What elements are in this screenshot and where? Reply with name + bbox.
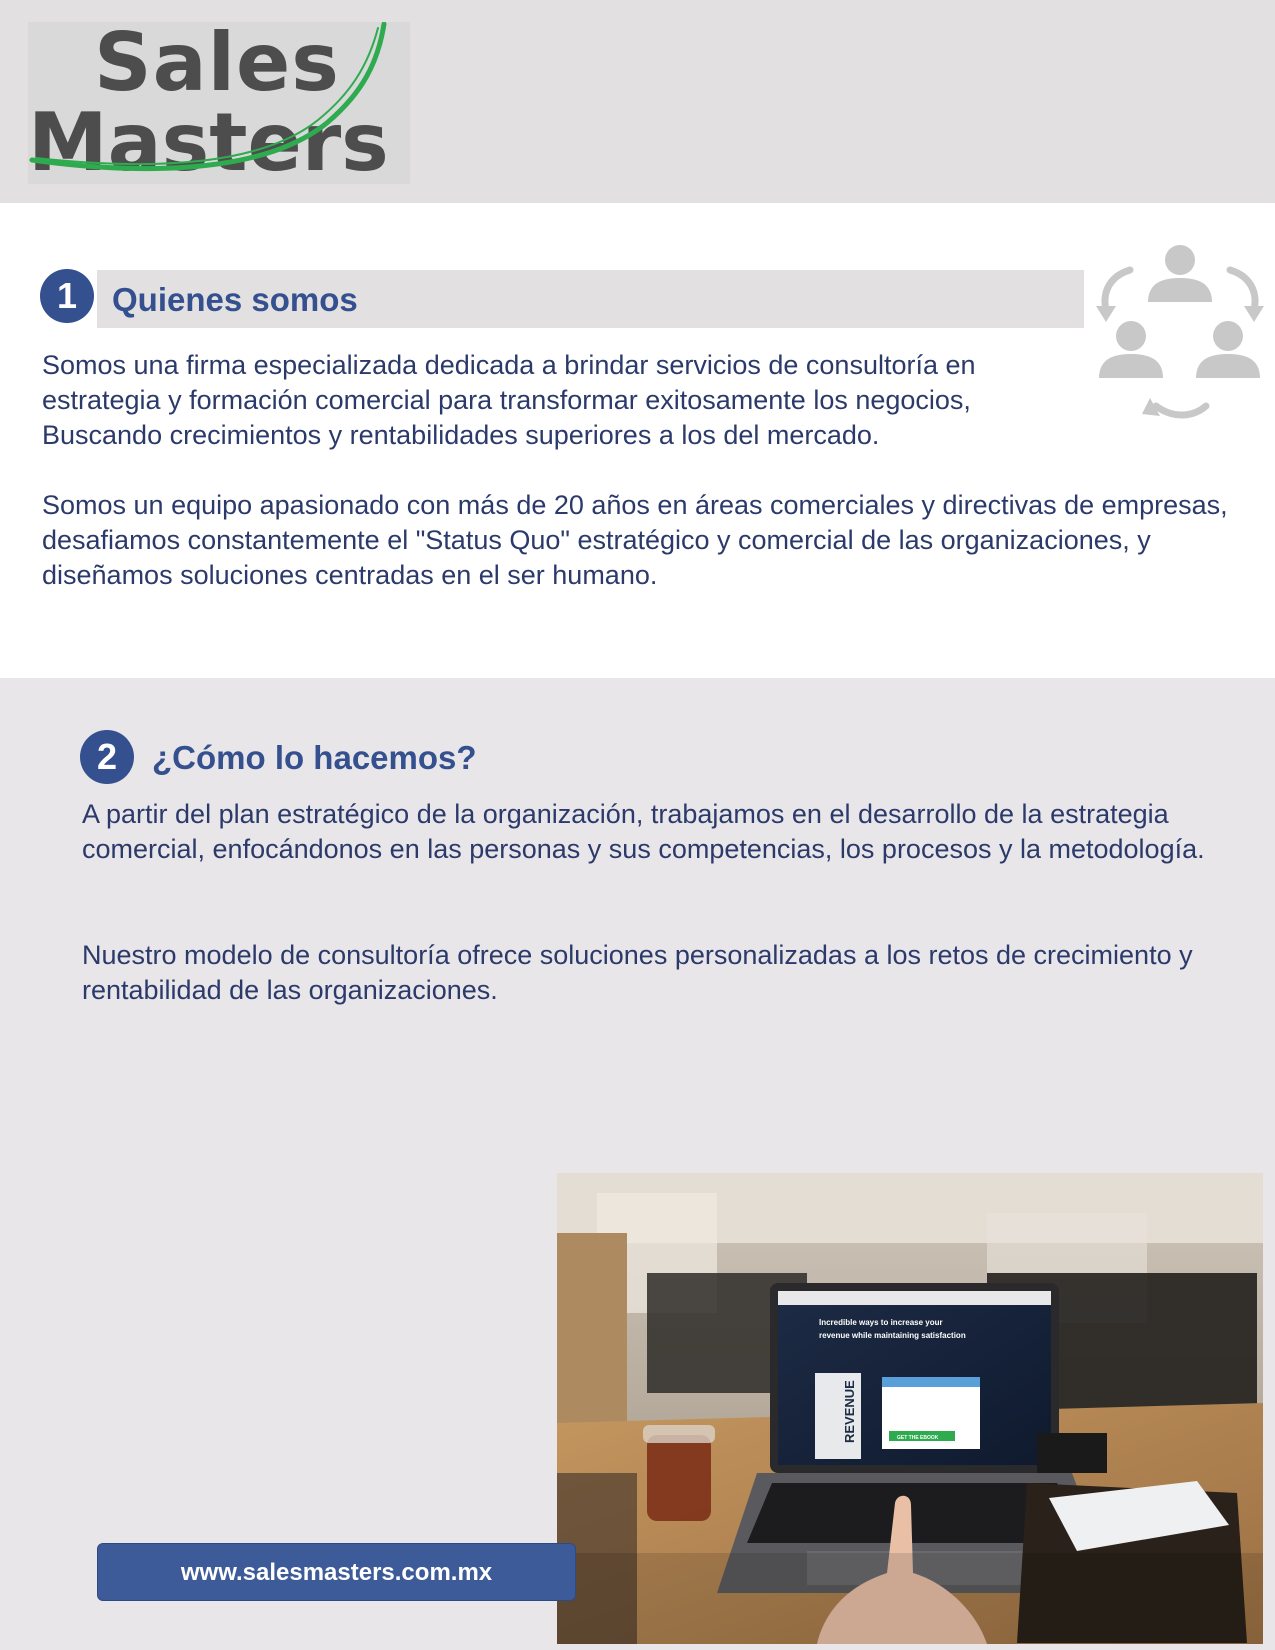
screen-headline-2: revenue while maintaining satisfaction — [819, 1331, 966, 1340]
header-band — [0, 0, 1275, 203]
section2-title: ¿Cómo lo hacemos? — [152, 739, 477, 776]
section2-paragraph-1: A partir del plan estratégico de la organización, trabajamos en el desarrollo de la estrategia comercial, enfocándonos en las personas y sus competencias, los procesos y la metodología. — [82, 799, 1205, 864]
website-url-button[interactable]: www.salesmasters.com.mx — [97, 1543, 576, 1601]
people-cycle-icon — [1090, 236, 1265, 428]
section1-number-badge: 1 — [40, 269, 94, 323]
laptop-photo — [557, 1173, 1263, 1644]
ebook-title: REVENUE — [842, 1380, 857, 1443]
section1-paragraph-2: Somos un equipo apasionado con más de 20 años en áreas comerciales y directivas de empresas, desafiamos constantemente el "Status Quo" estratégico y comercial de las organizaciones, y diseñamos soluciones centradas en el ser humano. — [42, 490, 1228, 590]
logo-swoosh-icon — [28, 22, 410, 184]
section1-title: Quienes somos — [112, 281, 358, 318]
laptop-scene-image — [557, 1173, 1263, 1644]
sales-masters-logo — [28, 22, 410, 184]
logo-line-sales: Sales — [94, 22, 340, 109]
section1-paragraph-1: Somos una firma especializada dedicada a brindar servicios de consultoría en estrategia y formación comercial para transformar exitosamente los negocios, Buscando crecimientos y rentabilidades superiores a los del mercado. — [42, 350, 976, 450]
screen-headline-1: Incredible ways to increase your — [819, 1318, 943, 1327]
section2-number-badge: 2 — [80, 730, 134, 784]
logo-line-masters: Masters — [28, 96, 389, 184]
ebook-cta: GET THE EBOOK — [897, 1435, 939, 1441]
section2-paragraph-2: Nuestro modelo de consultoría ofrece soluciones personalizadas a los retos de crecimiento y rentabilidad de las organizaciones. — [82, 940, 1193, 1005]
